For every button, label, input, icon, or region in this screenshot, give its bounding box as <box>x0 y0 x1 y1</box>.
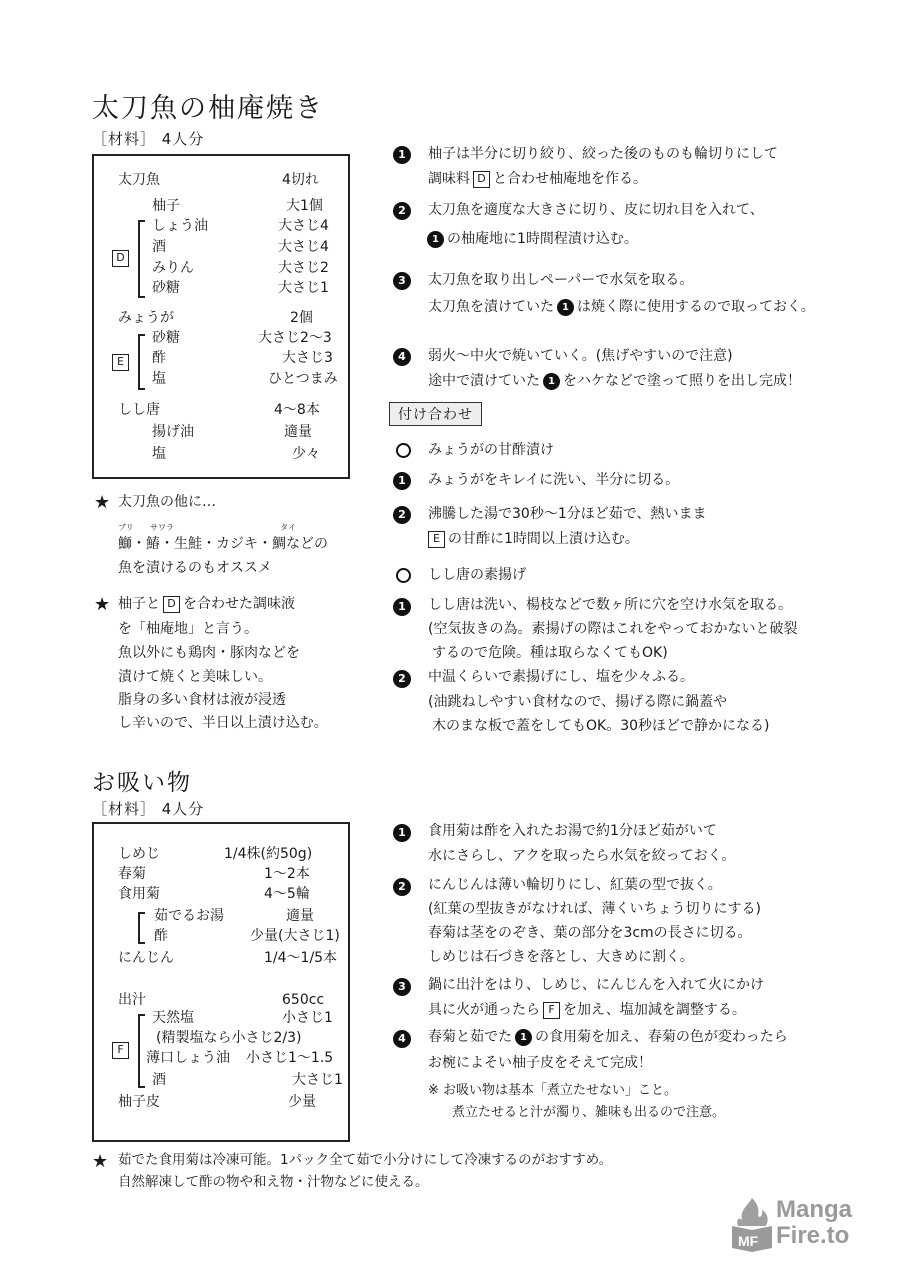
step-line: しめじは石づきを落とし、大きめに割く。 <box>428 949 694 965</box>
ingredient-row: 茹でるお湯 適量 <box>154 908 314 924</box>
tag-f: F <box>543 1002 560 1019</box>
step-line: 具に火が通ったら F を加え、塩加減を調整する。 <box>428 1002 746 1018</box>
step-number-icon: 1 <box>393 472 411 490</box>
recipe2-servings: ［材料］ 4人分 <box>92 800 205 818</box>
step-number-icon: 1 <box>393 824 411 842</box>
side-dish-title: しし唐の素揚げ <box>428 567 526 583</box>
step-line: 鍋に出汁をはり、しめじ、にんじんを入れて火にかけ <box>428 977 764 993</box>
star-icon: ★ <box>94 594 111 615</box>
ingredient-row: しし唐 4～8本 <box>118 402 320 418</box>
ingredient-row: 春菊 1～2本 <box>118 866 310 882</box>
ingredient-row: 柚子皮 少量 <box>118 1094 316 1110</box>
step-line: 途中で漬けていた 1 をハケなどで塗って照りを出し完成！ <box>428 373 801 389</box>
footer-note-line: 自然解凍して酢の物や和え物・汁物などに使える。 <box>118 1174 429 1190</box>
step-line: するので危険。種は取らなくてもOK) <box>432 645 668 661</box>
step-line: 調味料 D と合わせ柚庵地を作る。 <box>428 171 647 187</box>
caution-line: 煮立たせると汁が濁り、雑味も出るので注意。 <box>452 1105 726 1120</box>
side-dish-label: 付け合わせ <box>389 402 482 426</box>
circle-bullet-icon <box>396 568 411 583</box>
star-icon: ★ <box>92 1151 109 1172</box>
step-number-icon: 4 <box>393 348 411 366</box>
ingredient-row: しょう油 大さじ4 <box>152 218 329 234</box>
step-line: にんじんは薄い輪切りにし、紅葉の型で抜く。 <box>428 877 722 893</box>
ingredient-row: 砂糖 大さじ1 <box>152 280 329 296</box>
caution-line: ※ お吸い物は基本「煮立たせない」こと。 <box>428 1083 678 1098</box>
ingredient-row: (精製塩なら小さじ2/3) <box>156 1030 302 1046</box>
ingredient-row: 塩 ひとつまみ <box>152 371 338 387</box>
step-line: (紅葉の型抜きがなければ、薄くいちょう切りにする) <box>428 901 761 917</box>
step-line: 木のまな板で蓋をしてもOK。30秒ほどで静かになる) <box>432 718 770 734</box>
step-line: 柚子は半分に切り絞り、絞った後のものも輪切りにして <box>428 146 778 162</box>
step-number-icon: 2 <box>393 878 411 896</box>
ref-number-icon: 1 <box>543 373 560 390</box>
tag-e: E <box>112 354 129 371</box>
ref-number-icon: 1 <box>427 231 444 248</box>
group-f-bracket <box>138 1014 145 1088</box>
step-number-icon: 3 <box>393 272 411 290</box>
ingredient-row: 食用菊 4～5輪 <box>118 886 310 902</box>
circle-bullet-icon <box>396 443 411 458</box>
ruby-text: タイ <box>280 523 296 532</box>
ref-number-icon: 1 <box>557 299 574 316</box>
tag-d: D <box>112 250 129 267</box>
bracket <box>138 912 145 944</box>
note-line: 鰤・鰆・生鮭・カジキ・鯛などの <box>118 536 328 552</box>
tag-f: F <box>112 1042 129 1059</box>
note-line: を「柚庵地」と言う。 <box>118 621 258 637</box>
ingredient-row: 天然塩 小さじ1 <box>152 1010 333 1026</box>
ingredient-row: 出汁 650cc <box>118 992 325 1008</box>
recipe2-title: お吸い物 <box>92 770 192 796</box>
ingredient-row: 酒 大さじ1 <box>152 1072 343 1088</box>
ref-number-icon: 1 <box>515 1029 532 1046</box>
step-line: 中温くらいで素揚げにし、塩を少々ふる。 <box>428 669 694 685</box>
step-number-icon: 1 <box>393 146 411 164</box>
step-line: (油跳ねしやすい食材なので、揚げる際に鍋蓋や <box>428 694 728 710</box>
step-line: しし唐は洗い、楊枝などで数ヶ所に穴を空け水気を取る。 <box>428 597 792 613</box>
ingredient-row: 砂糖 大さじ2～3 <box>152 330 332 346</box>
ingredient-row: 酒 大さじ4 <box>152 239 329 255</box>
ingredient-row: 柚子 大1個 <box>152 198 323 214</box>
svg-text:MF: MF <box>738 1233 759 1249</box>
note-line: 太刀魚の他に… <box>118 494 216 510</box>
ingredient-row: みょうが 2個 <box>118 310 313 326</box>
recipe1-title: 太刀魚の柚庵焼き <box>92 93 324 124</box>
step-number-icon: 1 <box>393 598 411 616</box>
note-line: 漬けて焼くと美味しい。 <box>118 669 272 685</box>
tag-d: D <box>163 596 180 613</box>
step-number-icon: 2 <box>393 202 411 220</box>
step-line: 太刀魚を取り出しペーパーで水気を取る。 <box>428 272 694 288</box>
ingredient-row: にんじん 1/4～1/5本 <box>118 950 338 966</box>
step-line: 太刀魚を漬けていた 1 は焼く際に使用するので取っておく。 <box>428 299 815 315</box>
note-line: 柚子と D を合わせた調味液 <box>118 596 295 612</box>
ingredient-row: みりん 大さじ2 <box>152 260 329 276</box>
ingredient-row: しめじ 1/4株(約50g) <box>118 846 313 862</box>
group-e-bracket <box>138 334 145 390</box>
group-d-bracket <box>138 220 145 298</box>
watermark-logo <box>730 1196 880 1252</box>
step-number-icon: 4 <box>393 1030 411 1048</box>
step-line: 沸騰した湯で30秒～1分ほど茹で、熱いまま <box>428 506 707 522</box>
watermark-line1: Manga <box>776 1196 853 1223</box>
note-line: 魚以外にも鶏肉・豚肉などを <box>118 645 300 661</box>
ingredient-row: 酢 少量(大さじ1) <box>154 928 340 944</box>
recipe2-ingredients-box <box>92 822 350 1142</box>
step-line: 水にさらし、アクを取ったら水気を絞っておく。 <box>428 848 736 864</box>
note-line: し辛いので、半日以上漬け込む。 <box>118 715 328 731</box>
step-line: お椀によそい柚子皮をそえて完成！ <box>428 1055 652 1071</box>
step-number-icon: 2 <box>393 506 411 524</box>
watermark-line2: Fire.to <box>776 1222 850 1249</box>
step-line: (空気抜きの為。素揚げの際はこれをやっておかないと破裂 <box>428 621 798 637</box>
ingredient-row: 塩 少々 <box>152 446 320 462</box>
recipe1-ingredients-box <box>92 154 350 479</box>
step-line: 1 の柚庵地に1時間程漬け込む。 <box>424 226 638 252</box>
step-line: 弱火～中火で焼いていく。(焦げやすいので注意) <box>428 348 733 364</box>
ingredient-row: 酢 大さじ3 <box>152 350 333 366</box>
note-line: 脂身の多い食材は液が浸透 <box>118 692 286 708</box>
ruby-text: ブリ <box>118 523 134 532</box>
ingredient-row: 揚げ油 適量 <box>152 424 312 440</box>
recipe1-servings: ［材料］ 4人分 <box>92 130 205 148</box>
step-number-icon: 3 <box>393 978 411 996</box>
footer-note-line: 茹でた食用菊は冷凍可能。1パック全て茹で小分けにして冷凍するのがおすすめ。 <box>118 1152 613 1168</box>
side-dish-title: みょうがの甘酢漬け <box>428 442 554 458</box>
star-icon: ★ <box>94 492 111 513</box>
ingredient-row: 太刀魚 4切れ <box>118 172 319 188</box>
step-line: 食用菊は酢を入れたお湯で約1分ほど茹がいて <box>428 823 717 839</box>
step-line: E の甘酢に1時間以上漬け込む。 <box>425 526 639 552</box>
step-line: 春菊と茹でた 1 の食用菊を加え、春菊の色が変わったら <box>428 1029 788 1045</box>
tag-d: D <box>473 171 490 188</box>
step-line: みょうがをキレイに洗い、半分に切る。 <box>428 472 680 488</box>
ruby-text: サワラ <box>150 523 174 532</box>
step-line: 春菊は茎をのぞき、葉の部分を3cmの長さに切る。 <box>428 925 752 941</box>
step-number-icon: 2 <box>393 670 411 688</box>
ingredient-row: 薄口しょう油 小さじ1～1.5 <box>146 1050 334 1066</box>
tag-e: E <box>428 531 445 548</box>
note-line: 魚を漬けるのもオススメ <box>118 560 272 576</box>
flame-book-icon <box>730 1196 774 1252</box>
step-line: 太刀魚を適度な大きさに切り、皮に切れ目を入れて、 <box>428 202 764 218</box>
